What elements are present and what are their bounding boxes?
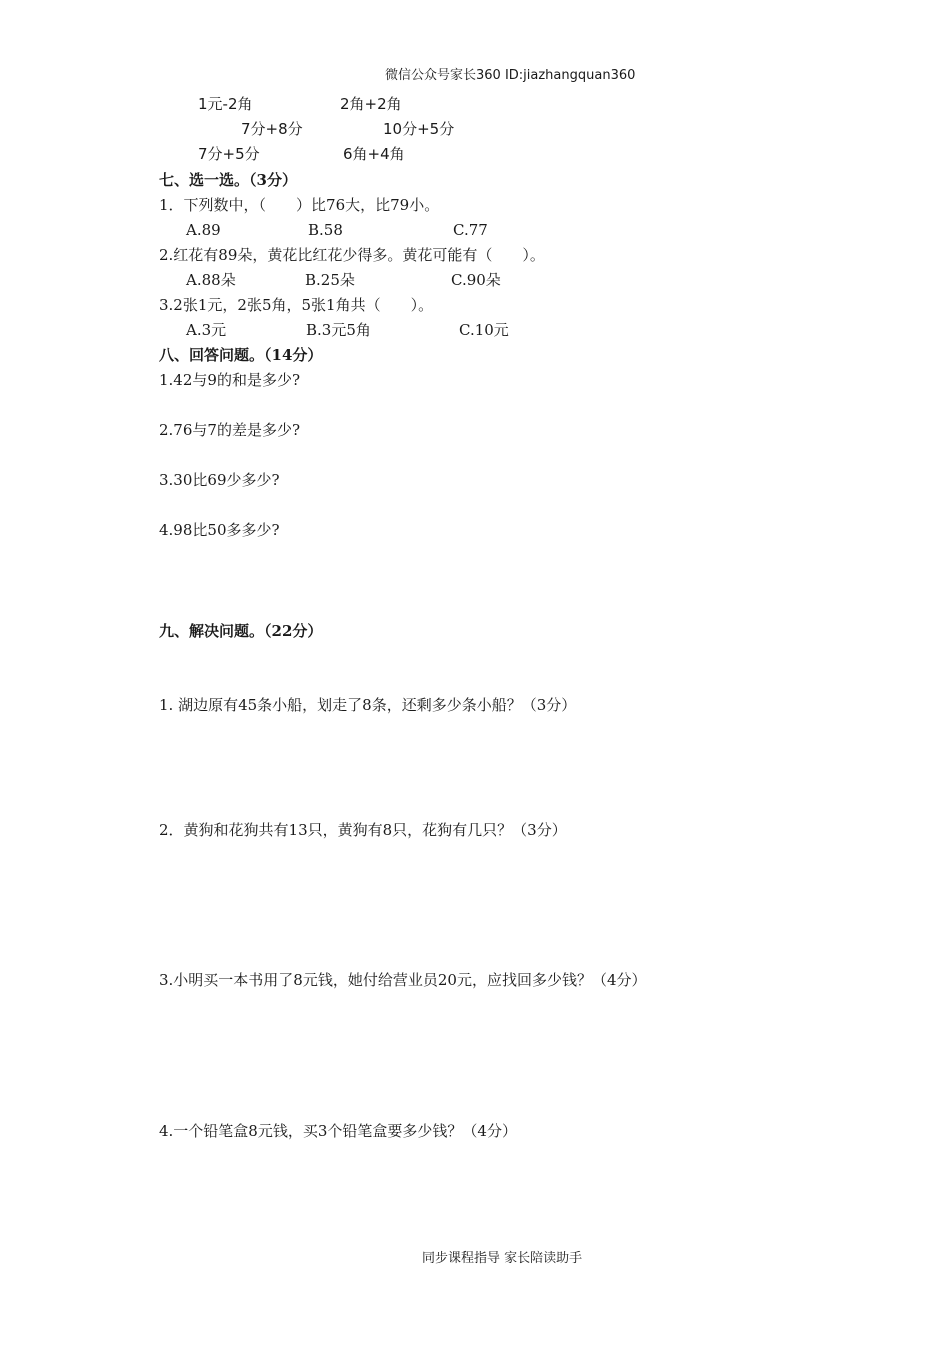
q3-option-c: C.10元 bbox=[459, 321, 509, 339]
section-9-title: 九、解决问题。（22分） bbox=[159, 622, 323, 640]
section-7-question-1: 1．下列数中，（ ）比76大，比79小。 bbox=[159, 196, 440, 214]
section-9-question-2: 2．黄狗和花狗共有13只，黄狗有8只，花狗有几只？（3分） bbox=[159, 821, 567, 839]
expression-2: 2角+2角 bbox=[340, 95, 402, 113]
q2-option-b: B.25朵 bbox=[305, 271, 355, 289]
section-7-title: 七、选一选。（3分） bbox=[159, 171, 297, 189]
page-footer: 同步课程指导 家长陪读助手 bbox=[422, 1251, 583, 1266]
q1-option-a: A.89 bbox=[186, 221, 221, 239]
section-8-question-2: 2.76与7的差是多少? bbox=[159, 421, 300, 439]
q3-option-b: B.3元5角 bbox=[306, 321, 371, 339]
expression-5: 7分+5分 bbox=[198, 145, 260, 163]
section-9-question-1: 1. 湖边原有45条小船，划走了8条，还剩多少条小船？（3分） bbox=[159, 696, 577, 714]
expression-6: 6角+4角 bbox=[343, 145, 405, 163]
expression-1: 1元-2角 bbox=[198, 95, 253, 113]
page-header: 微信公众号家长360 ID:jiazhangquan360 bbox=[385, 68, 636, 83]
q2-option-c: C.90朵 bbox=[451, 271, 501, 289]
section-8-title: 八、回答问题。（14分） bbox=[159, 346, 323, 364]
section-7-question-3: 3.2张1元，2张5角，5张1角共（ ）。 bbox=[159, 296, 434, 314]
expression-3: 7分+8分 bbox=[241, 120, 303, 138]
q3-option-a: A.3元 bbox=[186, 321, 227, 339]
section-8-question-4: 4.98比50多多少? bbox=[159, 521, 280, 539]
section-9-question-4: 4.一个铅笔盒8元钱，买3个铅笔盒要多少钱？（4分） bbox=[159, 1122, 517, 1140]
expression-4: 10分+5分 bbox=[383, 120, 455, 138]
section-8-question-1: 1.42与9的和是多少? bbox=[159, 371, 300, 389]
section-8-question-3: 3.30比69少多少? bbox=[159, 471, 280, 489]
q1-option-b: B.58 bbox=[308, 221, 343, 239]
section-7-question-2: 2.红花有89朵，黄花比红花少得多。黄花可能有（ ）。 bbox=[159, 246, 545, 264]
q2-option-a: A.88朵 bbox=[186, 271, 236, 289]
section-9-question-3: 3.小明买一本书用了8元钱，她付给营业员20元，应找回多少钱？（4分） bbox=[159, 971, 647, 989]
q1-option-c: C.77 bbox=[453, 221, 488, 239]
